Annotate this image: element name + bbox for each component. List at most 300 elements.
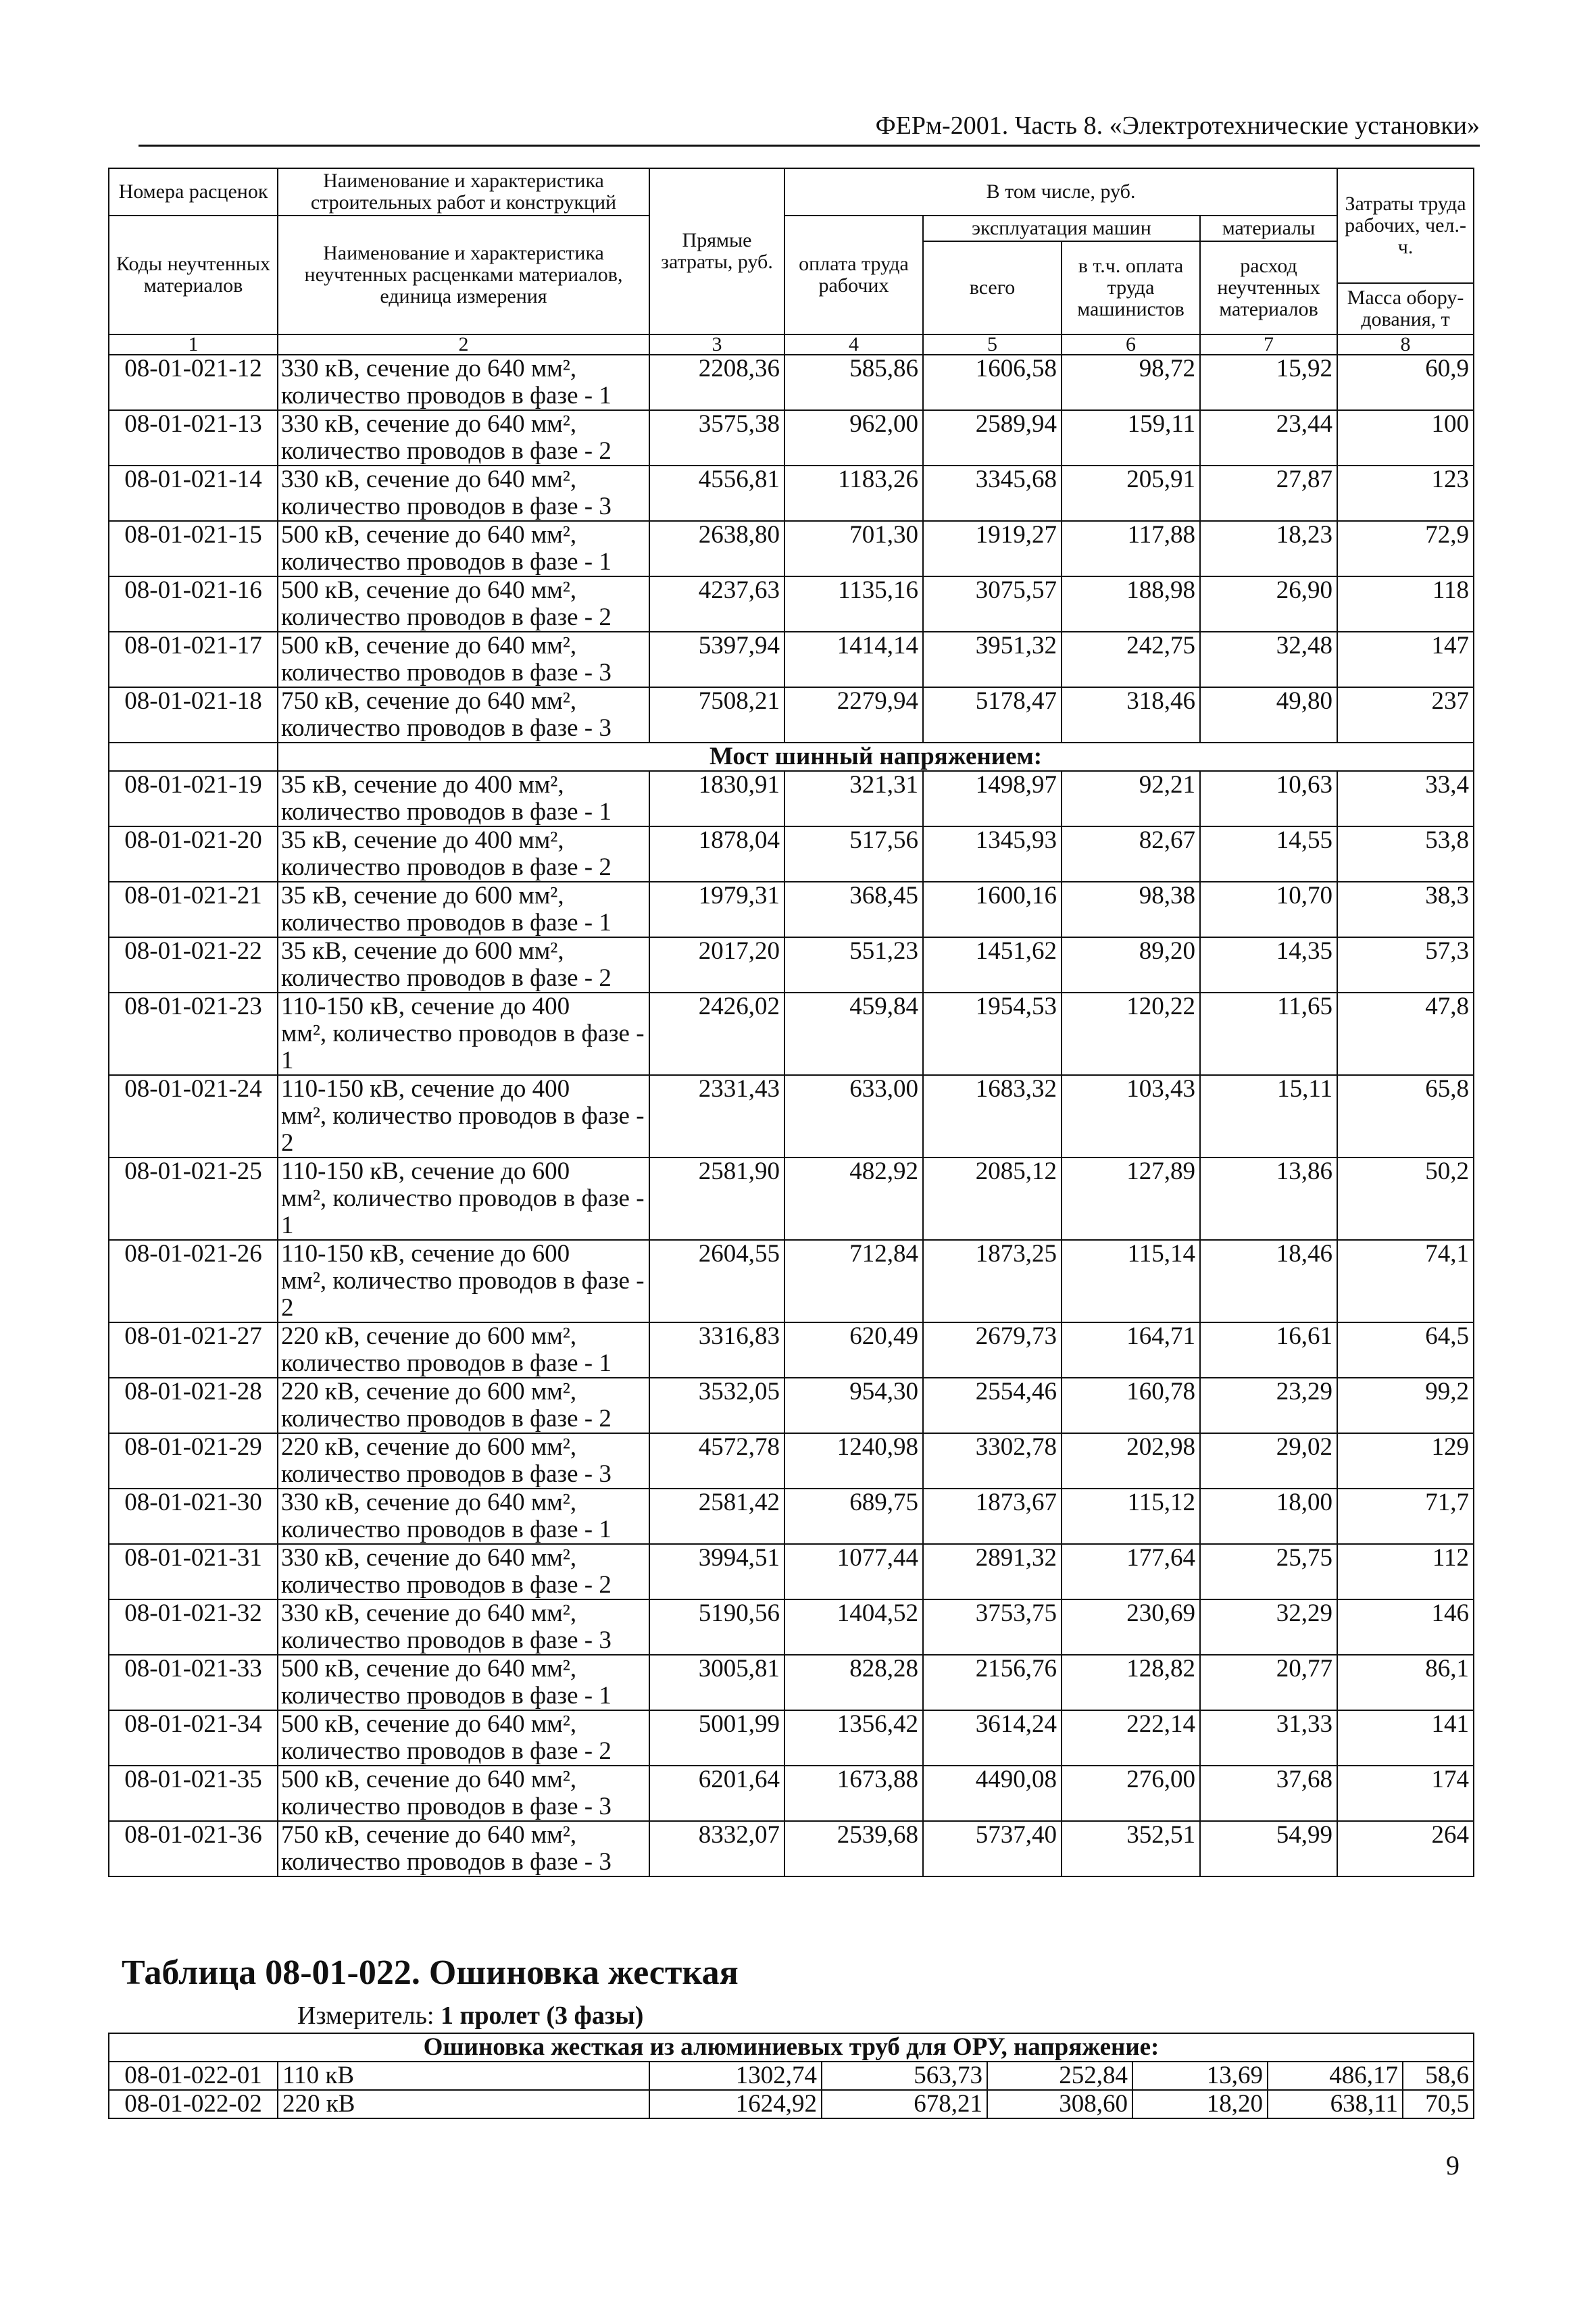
operators-cost: 120,22	[1062, 993, 1200, 1075]
rate-code: 08-01-022-02	[109, 2090, 278, 2118]
description-line: 110-150 кВ, сечение до 400	[281, 993, 570, 1020]
direct-cost: 3575,38	[649, 410, 784, 466]
machines-cost: 1873,67	[923, 1489, 1062, 1544]
materials-cost: 37,68	[1200, 1766, 1337, 1821]
column-number: 3	[649, 334, 784, 355]
materials-cost: 13,86	[1200, 1158, 1337, 1240]
direct-cost: 5001,99	[649, 1710, 784, 1766]
materials-cost: 15,11	[1200, 1075, 1337, 1158]
description-line: 500 кВ, сечение до 640 мм²,	[281, 576, 577, 604]
labor-hours: 99,2	[1337, 1378, 1474, 1433]
direct-cost: 2581,42	[649, 1489, 784, 1544]
machines-cost: 3753,75	[923, 1599, 1062, 1655]
materials-cost: 14,35	[1200, 937, 1337, 993]
materials-cost: 638,11	[1268, 2090, 1403, 2118]
labor-cost: 620,49	[784, 1322, 923, 1378]
work-description	[278, 1433, 649, 1489]
operators-cost: 164,71	[1062, 1322, 1200, 1378]
operators-cost: 276,00	[1062, 1766, 1200, 1821]
direct-cost: 3005,81	[649, 1655, 784, 1710]
table-row	[109, 826, 1474, 882]
description-line: количество проводов в фазе - 2	[281, 437, 612, 465]
col2-top-header: Наименование и характеристика строительных работ и конструкций	[278, 168, 649, 216]
description-line: 500 кВ, сечение до 640 мм²,	[281, 1766, 577, 1793]
work-description	[278, 687, 649, 743]
labor-cost: 1240,98	[784, 1433, 923, 1489]
rate-code: 08-01-021-20	[109, 826, 278, 882]
description-line: 500 кВ, сечение до 640 мм²,	[281, 1655, 577, 1683]
machines-cost: 3302,78	[923, 1433, 1062, 1489]
materials-cost: 23,44	[1200, 410, 1337, 466]
operators-cost: 352,51	[1062, 1821, 1200, 1876]
labor-cost: 1183,26	[784, 466, 923, 521]
direct-cost: 6201,64	[649, 1766, 784, 1821]
description-line: количество проводов в фазе - 1	[281, 1682, 612, 1710]
description-line: количество проводов в фазе - 2	[281, 1571, 612, 1599]
rates-table	[108, 168, 1474, 1877]
materials-cost: 23,29	[1200, 1378, 1337, 1433]
rate-code: 08-01-021-25	[109, 1158, 278, 1240]
rate-code: 08-01-021-35	[109, 1766, 278, 1821]
labor-hours: 64,5	[1337, 1322, 1474, 1378]
col1-bottom-header: Коды неучтенных материалов	[109, 216, 278, 334]
operators-cost: 127,89	[1062, 1158, 1200, 1240]
materials-cost: 16,61	[1200, 1322, 1337, 1378]
machines-cost: 308,60	[987, 2090, 1132, 2118]
operators-cost: 177,64	[1062, 1544, 1200, 1599]
header-rule	[139, 145, 1480, 147]
labor-cost: 459,84	[784, 993, 923, 1075]
direct-cost: 1878,04	[649, 826, 784, 882]
machines-cost: 1683,32	[923, 1075, 1062, 1158]
description-line: количество проводов в фазе - 3	[281, 1793, 612, 1820]
machines-cost: 3951,32	[923, 632, 1062, 687]
materials-cost: 26,90	[1200, 576, 1337, 632]
labor-hours: 264	[1337, 1821, 1474, 1876]
col1-top-header: Номера расценок	[109, 168, 278, 216]
description-line: мм², количество проводов в фазе -	[281, 1102, 645, 1130]
labor-hours: 174	[1337, 1766, 1474, 1821]
operators-cost: 205,91	[1062, 466, 1200, 521]
table-row	[109, 937, 1474, 993]
materials-cost: 11,65	[1200, 993, 1337, 1075]
work-description	[278, 1821, 649, 1876]
labor-hours: 118	[1337, 576, 1474, 632]
work-description: 220 кВ	[278, 2090, 649, 2118]
table-row	[109, 521, 1474, 576]
machines-cost: 5178,47	[923, 687, 1062, 743]
direct-cost: 8332,07	[649, 1821, 784, 1876]
operators-cost: 115,14	[1062, 1240, 1200, 1322]
table-row	[109, 1489, 1474, 1544]
direct-cost: 5190,56	[649, 1599, 784, 1655]
operators-cost: 160,78	[1062, 1378, 1200, 1433]
materials-cost: 18,00	[1200, 1489, 1337, 1544]
column-number: 8	[1337, 334, 1474, 355]
direct-cost: 1624,92	[649, 2090, 822, 2118]
table-row	[109, 576, 1474, 632]
work-description	[278, 410, 649, 466]
column-number: 6	[1062, 334, 1200, 355]
direct-cost: 2638,80	[649, 521, 784, 576]
table-row	[109, 1766, 1474, 1821]
description-line: количество проводов в фазе - 1	[281, 382, 612, 409]
labor-cost: 368,45	[784, 882, 923, 937]
labor-cost: 321,31	[784, 771, 923, 826]
description-line: 220 кВ, сечение до 600 мм²,	[281, 1378, 577, 1405]
operators-cost: 222,14	[1062, 1710, 1200, 1766]
materials-cost: 18,46	[1200, 1240, 1337, 1322]
col7-header: расход неучтенных материалов	[1200, 241, 1337, 334]
table-row	[109, 410, 1474, 466]
description-line: мм², количество проводов в фазе -	[281, 1185, 645, 1212]
labor-cost: 712,84	[784, 1240, 923, 1322]
table-row	[109, 1599, 1474, 1655]
work-description	[278, 1766, 649, 1821]
machines-cost: 1606,58	[923, 355, 1062, 410]
machines-cost: 2554,46	[923, 1378, 1062, 1433]
labor-hours: 65,8	[1337, 1075, 1474, 1158]
machines-cost: 1919,27	[923, 521, 1062, 576]
description-line: количество проводов в фазе - 1	[281, 1516, 612, 1543]
labor-cost: 2539,68	[784, 1821, 923, 1876]
description-line: 35 кВ, сечение до 600 мм²,	[281, 937, 564, 965]
page-number: 9	[1446, 2150, 1460, 2181]
rate-code: 08-01-021-31	[109, 1544, 278, 1599]
rate-code: 08-01-021-30	[109, 1489, 278, 1544]
description-line: мм², количество проводов в фазе -	[281, 1267, 645, 1295]
direct-cost: 3316,83	[649, 1322, 784, 1378]
labor-hours: 237	[1337, 687, 1474, 743]
measure-line	[297, 1999, 1311, 2033]
column-numbers-row	[109, 334, 1474, 355]
machines-cost: 3614,24	[923, 1710, 1062, 1766]
rate-code: 08-01-021-16	[109, 576, 278, 632]
operators-cost: 18,20	[1132, 2090, 1268, 2118]
description-line: 110-150 кВ, сечение до 400	[281, 1075, 570, 1103]
description-line: 220 кВ, сечение до 600 мм²,	[281, 1322, 577, 1350]
description-line: 35 кВ, сечение до 400 мм²,	[281, 826, 564, 854]
table-row	[109, 1158, 1474, 1240]
labor-hours: 147	[1337, 632, 1474, 687]
description-line: 750 кВ, сечение до 640 мм²,	[281, 1821, 577, 1849]
machines-cost: 3075,57	[923, 576, 1062, 632]
machines-cost: 2589,94	[923, 410, 1062, 466]
rate-code: 08-01-021-18	[109, 687, 278, 743]
work-description	[278, 466, 649, 521]
labor-cost: 962,00	[784, 410, 923, 466]
rate-code: 08-01-021-17	[109, 632, 278, 687]
rate-code: 08-01-021-24	[109, 1075, 278, 1158]
table-row	[109, 2062, 1474, 2090]
direct-cost: 1830,91	[649, 771, 784, 826]
operators-cost: 202,98	[1062, 1433, 1200, 1489]
machines-cost: 2679,73	[923, 1322, 1062, 1378]
rate-code: 08-01-021-32	[109, 1599, 278, 1655]
direct-cost: 3532,05	[649, 1378, 784, 1433]
direct-cost: 2331,43	[649, 1075, 784, 1158]
operators-cost: 92,21	[1062, 771, 1200, 826]
description-line: количество проводов в фазе - 2	[281, 1737, 612, 1765]
table-row	[109, 1655, 1474, 1710]
direct-cost: 3994,51	[649, 1544, 784, 1599]
col3-header: Прямые затраты, руб.	[649, 168, 784, 334]
table-row	[109, 1075, 1474, 1158]
operators-cost: 318,46	[1062, 687, 1200, 743]
description-line: 2	[281, 1294, 294, 1322]
col5-header: всего	[923, 241, 1062, 334]
labor-cost: 517,56	[784, 826, 923, 882]
labor-cost: 633,00	[784, 1075, 923, 1158]
work-description	[278, 1322, 649, 1378]
machines-cost: 2156,76	[923, 1655, 1062, 1710]
table-row	[109, 1240, 1474, 1322]
machines-cost: 1345,93	[923, 826, 1062, 882]
labor-cost: 1404,52	[784, 1599, 923, 1655]
machines-cost: 252,84	[987, 2062, 1132, 2090]
table-title: Таблица 08-01-022. Ошиновка жесткая	[122, 1953, 739, 1992]
col4-header: оплата труда рабочих	[784, 216, 923, 334]
rate-code: 08-01-021-29	[109, 1433, 278, 1489]
direct-cost: 4556,81	[649, 466, 784, 521]
description-line: 330 кВ, сечение до 640 мм²,	[281, 466, 577, 493]
rate-code: 08-01-021-22	[109, 937, 278, 993]
section-row	[109, 743, 1474, 771]
description-line: количество проводов в фазе - 3	[281, 1626, 612, 1654]
machines-cost: 5737,40	[923, 1821, 1062, 1876]
labor-hours: 71,7	[1337, 1489, 1474, 1544]
table-row	[109, 687, 1474, 743]
section-title: Мост шинный напряжением:	[278, 743, 1474, 771]
materials-cost: 15,92	[1200, 355, 1337, 410]
direct-cost: 2604,55	[649, 1240, 784, 1322]
labor-cost: 689,75	[784, 1489, 923, 1544]
measure-label: Измеритель:	[297, 2001, 441, 2030]
description-line: количество проводов в фазе - 3	[281, 1460, 612, 1488]
operators-cost: 98,38	[1062, 882, 1200, 937]
labor-cost: 1673,88	[784, 1766, 923, 1821]
labor-hours: 57,3	[1337, 937, 1474, 993]
column-number: 5	[923, 334, 1062, 355]
description-line: 500 кВ, сечение до 640 мм²,	[281, 521, 577, 549]
materials-cost: 18,23	[1200, 521, 1337, 576]
direct-cost: 5397,94	[649, 632, 784, 687]
materials-cost: 10,63	[1200, 771, 1337, 826]
work-description	[278, 1544, 649, 1599]
rate-code: 08-01-021-15	[109, 521, 278, 576]
direct-cost: 2426,02	[649, 993, 784, 1075]
labor-hours: 58,6	[1403, 2062, 1474, 2090]
description-line: 1	[281, 1047, 294, 1074]
labor-hours: 47,8	[1337, 993, 1474, 1075]
materials-cost: 29,02	[1200, 1433, 1337, 1489]
running-header: ФЕРм-2001. Часть 8. «Электротехнические установки»	[875, 111, 1480, 140]
work-description	[278, 771, 649, 826]
materials-cost: 14,55	[1200, 826, 1337, 882]
description-line: 330 кВ, сечение до 640 мм²,	[281, 355, 577, 382]
work-description	[278, 1240, 649, 1322]
machines-cost: 4490,08	[923, 1766, 1062, 1821]
measure-value: 1 пролет (3 фазы)	[441, 2001, 644, 2030]
description-line: 330 кВ, сечение до 640 мм²,	[281, 1599, 577, 1627]
rate-code: 08-01-021-27	[109, 1322, 278, 1378]
description-line: 110-150 кВ, сечение до 600	[281, 1158, 570, 1185]
work-description	[278, 1075, 649, 1158]
column-number: 2	[278, 334, 649, 355]
labor-cost: 678,21	[822, 2090, 987, 2118]
machines-cost: 1498,97	[923, 771, 1062, 826]
operators-cost: 98,72	[1062, 355, 1200, 410]
table-row	[109, 1710, 1474, 1766]
labor-cost: 1135,16	[784, 576, 923, 632]
table-row	[109, 355, 1474, 410]
labor-cost: 701,30	[784, 521, 923, 576]
operators-cost: 103,43	[1062, 1075, 1200, 1158]
rate-code: 08-01-021-14	[109, 466, 278, 521]
table-row	[109, 993, 1474, 1075]
section-row	[109, 2033, 1474, 2062]
operators-cost: 13,69	[1132, 2062, 1268, 2090]
rate-code: 08-01-021-13	[109, 410, 278, 466]
machines-cost: 2085,12	[923, 1158, 1062, 1240]
direct-cost: 4237,63	[649, 576, 784, 632]
labor-hours: 60,9	[1337, 355, 1474, 410]
rate-code: 08-01-021-34	[109, 1710, 278, 1766]
table-row	[109, 1821, 1474, 1876]
description-line: мм², количество проводов в фазе -	[281, 1020, 645, 1047]
rate-code: 08-01-021-36	[109, 1821, 278, 1876]
operators-cost: 242,75	[1062, 632, 1200, 687]
direct-cost: 1979,31	[649, 882, 784, 937]
column-number: 7	[1200, 334, 1337, 355]
materials-cost: 32,48	[1200, 632, 1337, 687]
labor-cost: 828,28	[784, 1655, 923, 1710]
labor-hours: 53,8	[1337, 826, 1474, 882]
col8-bottom-header: Масса обору-дования, т	[1337, 283, 1474, 334]
labor-hours: 72,9	[1337, 521, 1474, 576]
labor-hours: 141	[1337, 1710, 1474, 1766]
rigid-bus-table	[108, 2033, 1474, 2119]
labor-hours: 112	[1337, 1544, 1474, 1599]
labor-hours: 146	[1337, 1599, 1474, 1655]
table-row	[109, 1433, 1474, 1489]
description-line: 330 кВ, сечение до 640 мм²,	[281, 1489, 577, 1516]
materials-cost: 32,29	[1200, 1599, 1337, 1655]
description-line: 110-150 кВ, сечение до 600	[281, 1240, 570, 1268]
labor-cost: 1414,14	[784, 632, 923, 687]
description-line: количество проводов в фазе - 1	[281, 909, 612, 937]
description-line: количество проводов в фазе - 2	[281, 1405, 612, 1433]
work-description	[278, 826, 649, 882]
operators-cost: 230,69	[1062, 1599, 1200, 1655]
including-header: В том числе, руб.	[784, 168, 1337, 216]
operators-cost: 159,11	[1062, 410, 1200, 466]
description-line: количество проводов в фазе - 3	[281, 1848, 612, 1876]
materials-cost: 27,87	[1200, 466, 1337, 521]
table-row	[109, 771, 1474, 826]
direct-cost: 2017,20	[649, 937, 784, 993]
labor-hours: 86,1	[1337, 1655, 1474, 1710]
machines-cost: 3345,68	[923, 466, 1062, 521]
work-description	[278, 1489, 649, 1544]
direct-cost: 4572,78	[649, 1433, 784, 1489]
exploitation-header: эксплуатация машин	[923, 216, 1200, 241]
materials-header: материалы	[1200, 216, 1337, 241]
work-description	[278, 1378, 649, 1433]
description-line: количество проводов в фазе - 3	[281, 714, 612, 742]
direct-cost: 2208,36	[649, 355, 784, 410]
rate-code: 08-01-021-23	[109, 993, 278, 1075]
work-description	[278, 937, 649, 993]
labor-cost: 585,86	[784, 355, 923, 410]
machines-cost: 1600,16	[923, 882, 1062, 937]
labor-cost: 1356,42	[784, 1710, 923, 1766]
table-row	[109, 1544, 1474, 1599]
description-line: 2	[281, 1129, 294, 1157]
work-description	[278, 521, 649, 576]
labor-cost: 2279,94	[784, 687, 923, 743]
labor-cost: 551,23	[784, 937, 923, 993]
description-line: 500 кВ, сечение до 640 мм²,	[281, 1710, 577, 1738]
col6-header: в т.ч. оплата труда машинистов	[1062, 241, 1200, 334]
table-row	[109, 632, 1474, 687]
machines-cost: 2891,32	[923, 1544, 1062, 1599]
materials-cost: 54,99	[1200, 1821, 1337, 1876]
table-row	[109, 882, 1474, 937]
labor-cost: 954,30	[784, 1378, 923, 1433]
work-description	[278, 1158, 649, 1240]
description-line: количество проводов в фазе - 2	[281, 853, 612, 881]
labor-hours: 70,5	[1403, 2090, 1474, 2118]
labor-hours: 33,4	[1337, 771, 1474, 826]
work-description	[278, 1655, 649, 1710]
operators-cost: 117,88	[1062, 521, 1200, 576]
rate-code: 08-01-021-12	[109, 355, 278, 410]
labor-cost: 1077,44	[784, 1544, 923, 1599]
col2-bottom-header: Наименование и характеристика неучтенных расценками материалов, единица измерения	[278, 216, 649, 334]
materials-cost: 486,17	[1268, 2062, 1403, 2090]
description-line: 500 кВ, сечение до 640 мм²,	[281, 632, 577, 659]
labor-hours: 100	[1337, 410, 1474, 466]
column-number: 1	[109, 334, 278, 355]
rate-code: 08-01-021-33	[109, 1655, 278, 1710]
description-line: количество проводов в фазе - 2	[281, 603, 612, 631]
labor-hours: 38,3	[1337, 882, 1474, 937]
description-line: количество проводов в фазе - 1	[281, 1349, 612, 1377]
labor-cost: 563,73	[822, 2062, 987, 2090]
work-description: 110 кВ	[278, 2062, 649, 2090]
machines-cost: 1451,62	[923, 937, 1062, 993]
rate-code: 08-01-022-01	[109, 2062, 278, 2090]
description-line: 750 кВ, сечение до 640 мм²,	[281, 687, 577, 715]
materials-cost: 49,80	[1200, 687, 1337, 743]
description-line: количество проводов в фазе - 3	[281, 493, 612, 520]
materials-cost: 20,77	[1200, 1655, 1337, 1710]
description-line: 35 кВ, сечение до 400 мм²,	[281, 771, 564, 799]
description-line: 1	[281, 1212, 294, 1239]
description-line: 220 кВ, сечение до 600 мм²,	[281, 1433, 577, 1461]
col8-top-header: Затраты труда рабочих, чел.-ч.	[1337, 168, 1474, 283]
rate-code: 08-01-021-21	[109, 882, 278, 937]
labor-hours: 129	[1337, 1433, 1474, 1489]
work-description	[278, 632, 649, 687]
description-line: количество проводов в фазе - 2	[281, 964, 612, 992]
materials-cost: 25,75	[1200, 1544, 1337, 1599]
work-description	[278, 1710, 649, 1766]
column-number: 4	[784, 334, 923, 355]
rate-code: 08-01-021-19	[109, 771, 278, 826]
description-line: количество проводов в фазе - 1	[281, 798, 612, 826]
